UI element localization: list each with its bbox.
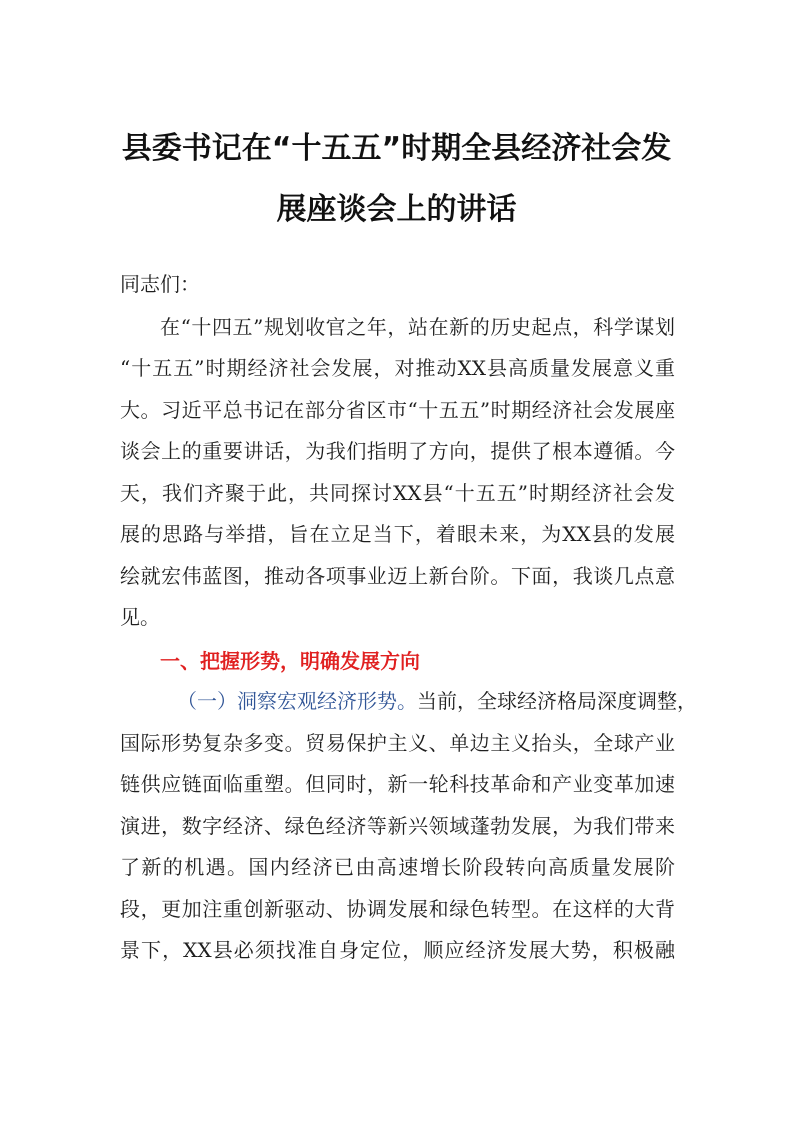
- body-line: 景下，XX县必须找准自身定位，顺应经济发展大势，积极融: [120, 938, 675, 962]
- intro-line: 天，我们齐聚于此，共同探讨XX县“十五五”时期经济社会发: [120, 481, 675, 505]
- subsection-first-line-text: 当前，全球经济格局深度调整，: [417, 689, 697, 713]
- intro-line: 在“十四五”规划收官之年，站在新的历史起点，科学谋划: [160, 315, 675, 339]
- document-title-line-1: 县委书记在“十五五”时期全县经济社会发: [121, 131, 672, 166]
- body-line: 了新的机遇。国内经济已由高速增长阶段转向高质量发展阶: [120, 855, 675, 879]
- body-line: 国际形势复杂多变。贸易保护主义、单边主义抬头，全球产业: [120, 731, 675, 755]
- intro-line: 大。习近平总书记在部分省区市“十五五”时期经济社会发展座: [120, 398, 675, 422]
- subsection-first-line: [177, 687, 697, 715]
- intro-line: “十五五”时期经济社会发展，对推动XX县高质量发展意义重: [120, 356, 675, 380]
- intro-line: 谈会上的重要讲话，为我们指明了方向，提供了根本遵循。今: [120, 439, 675, 463]
- body-line: 演进，数字经济、绿色经济等新兴领域蓬勃发展，为我们带来: [120, 814, 675, 838]
- document-title-line-2: 展座谈会上的讲话: [276, 192, 517, 227]
- body-line: 段，更加注重创新驱动、协调发展和绿色转型。在这样的大背: [120, 897, 675, 921]
- section-heading: 一、把握形势，明确发展方向: [160, 649, 420, 673]
- intro-line: 绘就宏伟蓝图，推动各项事业迈上新台阶。下面，我谈几点意: [120, 564, 675, 588]
- intro-line: 展的思路与举措，旨在立足当下，着眼未来，为XX县的发展: [120, 522, 675, 546]
- subsection-heading: （一）洞察宏观经济形势。: [177, 689, 417, 713]
- salutation: 同志们：: [120, 272, 200, 296]
- intro-line: 见。: [120, 605, 160, 629]
- body-line: 链供应链面临重塑。但同时，新一轮科技革命和产业变革加速: [120, 772, 675, 796]
